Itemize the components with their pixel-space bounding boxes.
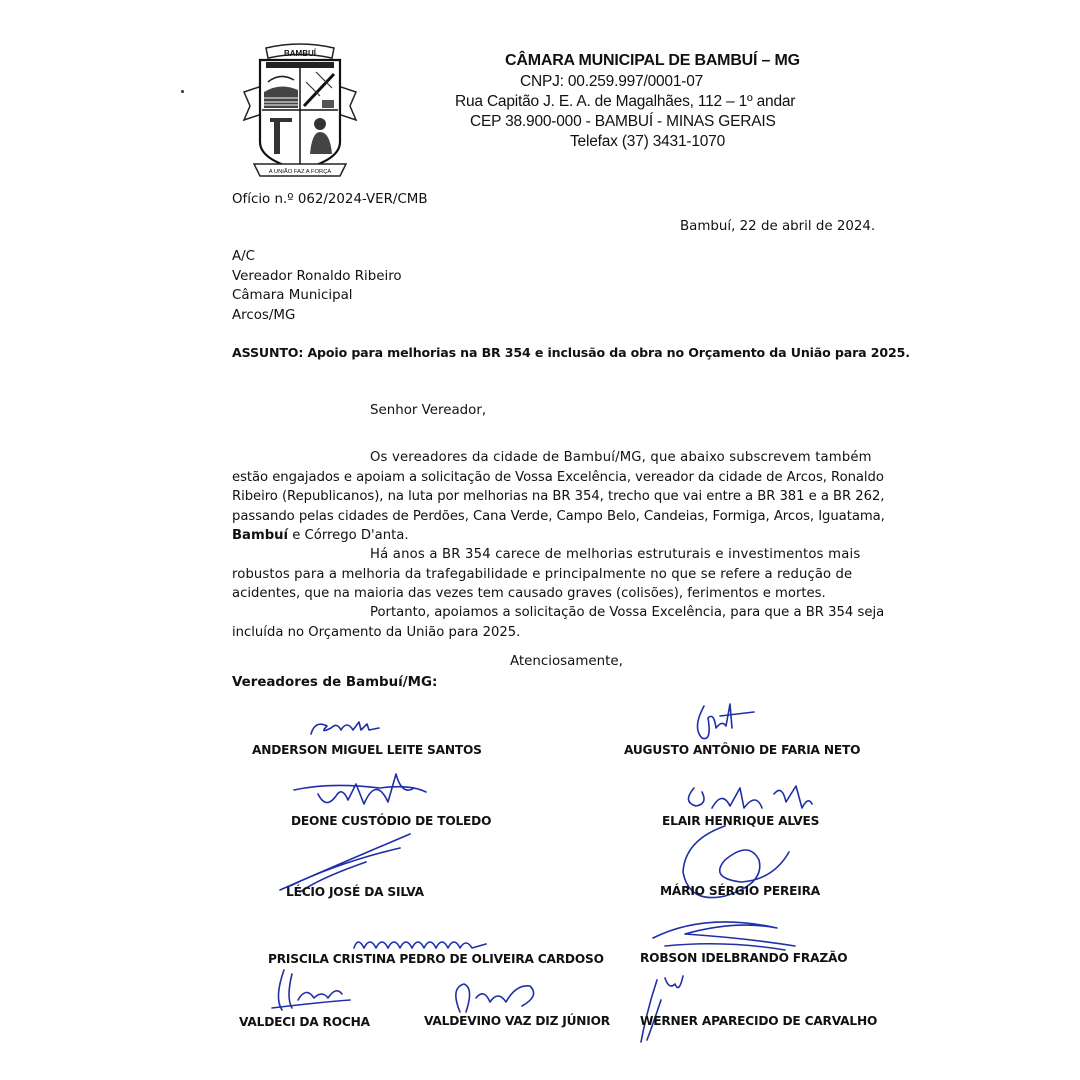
signatory-name: VALDEVINO VAZ DIZ JÚNIOR [424,1014,610,1028]
signatory-name: ELAIR HENRIQUE ALVES [662,814,820,828]
institution-name: CÂMARA MUNICIPAL DE BAMBUÍ – MG [505,52,800,69]
signatory-name: ROBSON IDELBRANDO FRAZÃO [640,951,848,965]
paragraph-line: Há anos a BR 354 carece de melhorias estruturais e investimentos mais [370,547,861,562]
salutation: Senhor Vereador, [370,403,487,418]
paragraph-3 [232,603,885,642]
bold-city: Bambuí [232,528,289,544]
paragraph-line: Portanto, apoiamos a solicitação de Vossa Excelência, para que a BR 354 seja [370,605,885,620]
signature-anderson [305,716,385,742]
coat-banner-top: BAMBUÍ [284,49,316,58]
closing: Atenciosamente, [510,654,623,669]
phone: Telefax (37) 3431-1070 [570,133,726,150]
recipient-line: Câmara Municipal [232,288,353,303]
signature-valdeci [262,964,362,1020]
recipient-line: A/C [232,249,256,264]
signatory-name: LÉCIO JOSÉ DA SILVA [286,885,424,899]
coat-of-arms-logo [240,42,360,187]
paragraph-line: Os vereadores da cidade de Bambuí/MG, que abaixo subscrevem também [370,450,872,465]
paragraph-line: incluída no Orçamento da União para 2025. [232,624,521,640]
signatories-heading: Vereadores de Bambuí/MG: [232,675,438,690]
signatory-name: WERNER APARECIDO DE CARVALHO [640,1014,878,1028]
scan-speck [181,90,184,93]
paragraph-line [232,526,864,546]
document-date: Bambuí, 22 de abril de 2024. [680,219,876,234]
signatory-name: MÁRIO SÉRGIO PEREIRA [660,884,821,898]
paragraph-line: passando pelas cidades de Perdões, Cana Verde, Campo Belo, Candeias, Formiga, Arcos, Iguatama, [232,508,885,524]
recipient-line: Arcos/MG [232,307,296,323]
signatory-name: VALDECI DA ROCHA [239,1015,370,1029]
cep: CEP 38.900-000 - BAMBUÍ - MINAS GERAIS [470,113,776,130]
paragraph-line: robustos para a melhoria da trafegabilidade e principalmente no que se refere a redução de [232,566,853,582]
cnpj: CNPJ: 00.259.997/0001-07 [520,73,704,90]
paragraph-line: acidentes, que na maioria das vezes tem causado graves (colisões), ferimentos e mortes. [232,586,826,602]
signatory-name: AUGUSTO ANTÔNIO DE FARIA NETO [624,743,861,757]
coat-banner-bottom: A UNIÃO FAZ A FORÇA [268,169,332,175]
paragraph-line: Ribeiro (Republicanos), na luta por melhorias na BR 354, trecho que vai entre a BR 381 e a BR 262, [232,489,885,505]
paragraph-2 [232,545,864,604]
signature-werner [635,970,695,1050]
paragraph-1 [232,448,885,546]
office-number: Ofício n.º 062/2024-VER/CMB [232,192,428,207]
address: Rua Capitão J. E. A. de Magalhães, 112 – 1º andar [455,93,796,110]
signatory-name: ANDERSON MIGUEL LEITE SANTOS [252,743,482,757]
paragraph-line: estão engajados e apoiam a solicitação de Vossa Excelência, vereador da cidade de Arcos, Ronaldo [232,469,884,485]
signatory-name: PRISCILA CRISTINA PEDRO DE OLIVEIRA CARDOSO [268,952,604,966]
recipient-block [232,247,402,325]
recipient-line: Vereador Ronaldo Ribeiro [232,268,402,284]
signatory-name: DEONE CUSTÓDIO DE TOLEDO [291,814,492,828]
subject: ASSUNTO: Apoio para melhorias na BR 354 e inclusão da obra no Orçamento da União para 2025. [232,345,910,360]
paragraph-line-rest: e Córrego D'anta. [288,528,409,544]
